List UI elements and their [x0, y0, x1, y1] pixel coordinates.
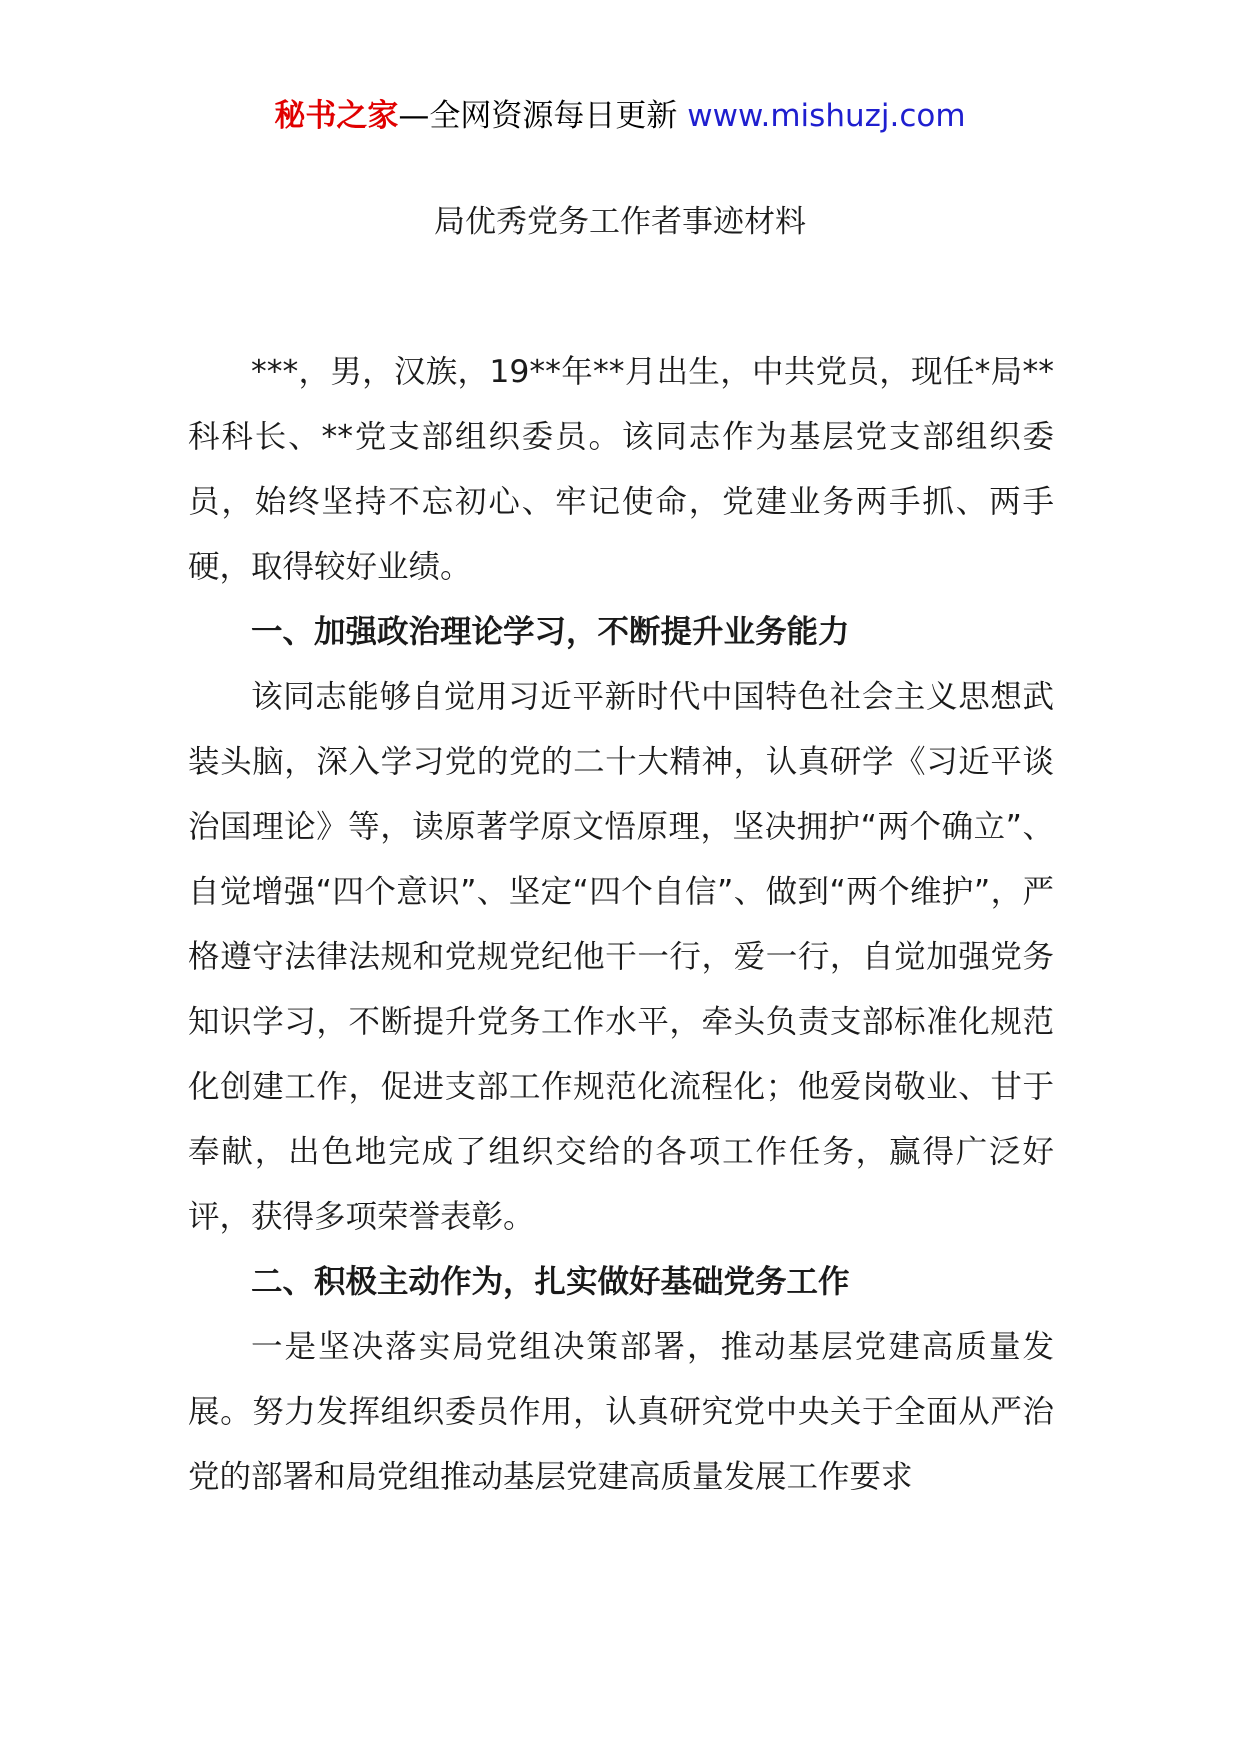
site-url-link[interactable]: www.mishuzj.com	[687, 98, 966, 134]
section-2-paragraph: 一是坚决落实局党组决策部署，推动基层党建高质量发展。努力发挥组织委员作用，认真研究党中央关于全面从严治党的部署和局党组推动基层党建高质量发展工作要求	[188, 1329, 1054, 1495]
section-heading-2: 二、积极主动作为，扎实做好基础党务工作	[251, 1264, 850, 1300]
section-heading-1: 一、加强政治理论学习，不断提升业务能力	[251, 614, 850, 650]
document-title: 局优秀党务工作者事迹材料	[434, 204, 806, 240]
intro-paragraph: ***，男，汉族，19**年**月出生，中共党员，现任*局**科科长、**党支部组织委员。该同志作为基层党支部组织委员，始终坚持不忘初心、牢记使命，党建业务两手抓、两手硬，取得较好业绩。	[188, 354, 1054, 585]
site-tagline: —全网资源每日更新	[398, 98, 678, 134]
site-header	[0, 96, 1240, 136]
site-brand: 秘书之家	[274, 98, 399, 134]
section-1-paragraph: 该同志能够自觉用习近平新时代中国特色社会主义思想武装头脑，深入学习党的党的二十大精神，认真研学《习近平谈治国理论》等，读原著学原文悟原理，坚决拥护“两个确立”、自觉增强“四个意识”、坚定“四个自信”、做到“两个维护”，严格遵守法律法规和党规党纪他干一行，爱一行，自觉加强党务知识学习，不断提升党务工作水平，牵头负责支部标准化规范化创建工作，促进支部工作规范化流程化；他爱岗敬业、甘于奉献，出色地完成了组织交给的各项工作任务，赢得广泛好评，获得多项荣誉表彰。	[188, 679, 1054, 1235]
document-body	[188, 340, 1054, 1510]
